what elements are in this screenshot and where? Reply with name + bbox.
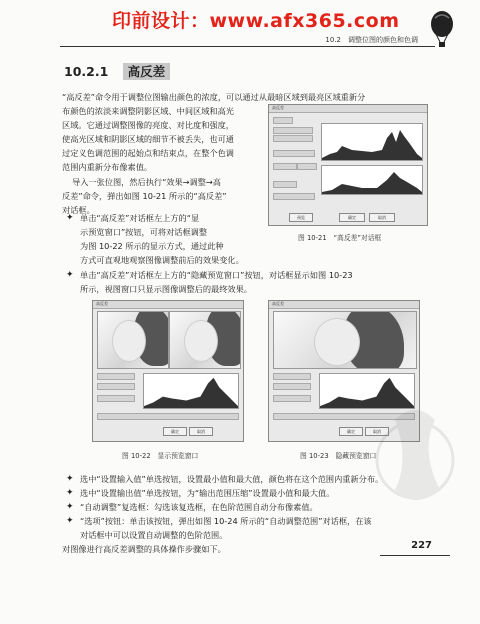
bullet-item: ✦ 选中“设置输出值”单选按钮，为“输出范围压缩”设置最小值和最大值。 <box>80 486 334 500</box>
cancel-button[interactable]: 取消 <box>189 427 213 436</box>
gamma-slider[interactable] <box>273 193 315 200</box>
channel-select[interactable] <box>97 395 135 402</box>
dialog-titlebar: 高反差 <box>93 301 243 309</box>
ok-button[interactable]: 确定 <box>339 427 363 436</box>
figure-caption: 图 10-22 显示预览窗口 <box>122 452 199 460</box>
output-min-field[interactable] <box>273 181 297 188</box>
preview-button[interactable]: 预览 <box>289 213 313 222</box>
section-heading <box>64 62 170 80</box>
result-preview-image <box>273 311 417 369</box>
bullet-item: ✦ 单击“高反差”对话框左上方的“显 <box>80 211 199 225</box>
footer-rule <box>380 555 450 556</box>
dialog-with-preview-fig22 <box>92 300 244 442</box>
bullet-continuation: 示预览窗口”按钮，可将对话框调整 <box>80 227 208 237</box>
bullet-icon: ✦ <box>66 516 74 526</box>
ok-button[interactable]: 确定 <box>163 427 187 436</box>
decorative-stamp <box>370 380 460 540</box>
auto-adjust-checkbox[interactable] <box>273 163 297 170</box>
set-input-radio[interactable] <box>97 373 135 380</box>
dialog-titlebar: 高反差 <box>269 105 427 113</box>
dialog-titlebar: 高反差 <box>269 301 419 309</box>
paragraph-line: 导入一张位图，然后执行“效果→调整→高 <box>72 177 221 187</box>
channel-select[interactable] <box>273 395 311 402</box>
set-input-radio[interactable] <box>273 127 313 134</box>
high-contrast-dialog-fig21 <box>268 104 428 226</box>
eyedropper-tool[interactable] <box>273 117 293 124</box>
adjusted-preview-image <box>169 311 241 369</box>
paragraph-line: 使高光区域和阴影区域的细节不被丢失，也可通 <box>62 134 234 144</box>
bullet-icon: ✦ <box>66 488 74 498</box>
bullet-continuation: 方式可直观地观察图像调整前后的效果变化。 <box>80 255 244 265</box>
figure-caption: 图 10-21 “高反差”对话框 <box>298 234 382 242</box>
set-output-radio[interactable] <box>273 135 313 142</box>
closing-line: 对图像进行高反差调整的具体操作步骤如下。 <box>62 544 226 554</box>
gamma-slider[interactable] <box>97 413 239 420</box>
bullet-item: ✦ “选项”按钮：单击该按钮，弹出如图 10-24 所示的“自动调整范围”对话框，在该 <box>80 514 372 528</box>
figure-caption: 图 10-23 隐藏预览窗口 <box>300 452 377 460</box>
bullet-item: ✦ 选中“设置输入值”单选按钮，设置最小值和最大值，颜色将在这个范围内重新分布。 <box>80 472 383 486</box>
bullet-continuation: 所示，视图窗口只显示图像调整后的最终效果。 <box>80 284 252 294</box>
cancel-button[interactable]: 取消 <box>365 427 389 436</box>
bullet-icon: ✦ <box>66 474 74 484</box>
output-histogram <box>321 165 423 195</box>
cancel-button[interactable]: 取消 <box>369 213 395 222</box>
paragraph-line: “高反差”命令用于调整位图输出颜色的浓度，可以通过从最暗区域到最亮区域重新分 <box>62 92 366 102</box>
bullet-continuation: 为图 10-22 所示的显示方式，通过此种 <box>80 241 224 251</box>
running-header: 10.2 调整位图的颜色和色调 <box>325 36 418 44</box>
paragraph-line: 反差”命令，弹出如图 10-21 所示的“高反差” <box>62 191 227 201</box>
set-output-radio[interactable] <box>273 383 311 390</box>
input-histogram <box>143 373 239 409</box>
input-histogram <box>321 123 423 161</box>
set-output-radio[interactable] <box>97 383 135 390</box>
paragraph-line: 布颜色的浓淡来调整阴影区域、中间区域和高光 <box>62 106 234 116</box>
channel-select[interactable] <box>273 150 315 157</box>
paragraph-line: 范围内重新分布像素值。 <box>62 162 153 172</box>
balloon-icon <box>429 10 455 50</box>
bullet-icon: ✦ <box>66 213 74 223</box>
paragraph-line: 过定义色调范围的起始点和结束点，在整个色调 <box>62 148 234 158</box>
bullet-icon: ✦ <box>66 502 74 512</box>
bullet-icon: ✦ <box>66 270 74 280</box>
bullet-item: ✦ 单击“高反差”对话框左上方的“隐藏预览窗口”按钮，对话框显示如图 10-23 <box>80 268 353 282</box>
section-number: 10.2.1 <box>64 64 109 79</box>
set-input-radio[interactable] <box>273 373 311 380</box>
bullet-item: ✦ “自动调整”复选框：勾选该复选框，在色阶范围自动分布像素值。 <box>80 500 318 514</box>
paragraph-line: 对话框。 <box>62 205 95 215</box>
page-number: 227 <box>411 540 432 551</box>
header-rule <box>60 46 435 47</box>
paragraph-line: 区域。它通过调整图像的亮度、对比度和强度， <box>62 120 234 130</box>
bullet-continuation: 对话框中可以设置自动调整的色阶范围。 <box>80 530 228 540</box>
watermark-url: 印前设计：www.afx365.com <box>112 10 400 32</box>
section-name: 高反差 <box>123 63 171 80</box>
ok-button[interactable]: 确定 <box>339 213 365 222</box>
original-preview-image <box>97 311 169 369</box>
options-button[interactable] <box>297 163 317 170</box>
